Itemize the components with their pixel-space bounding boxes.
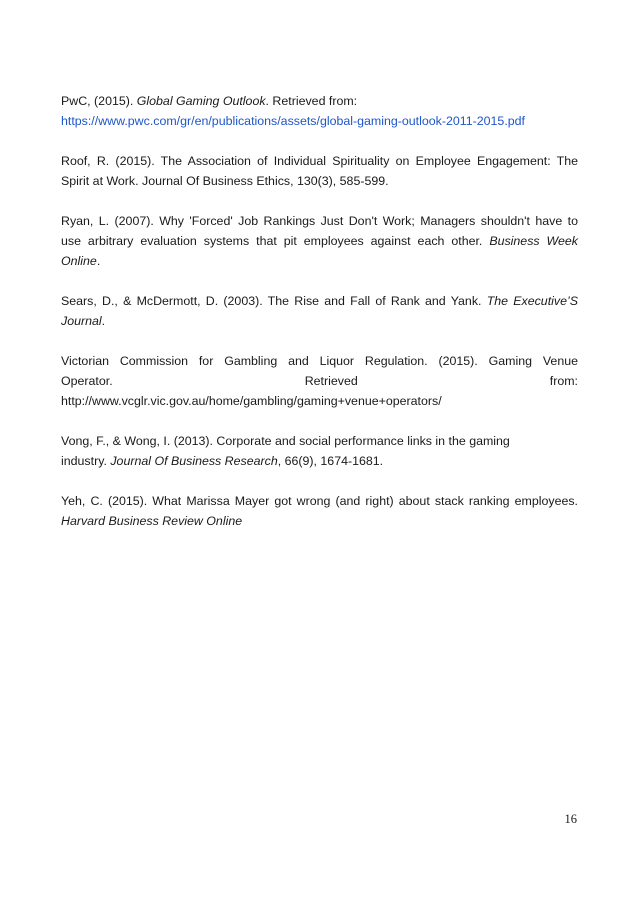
- reference-text: . Retrieved from:: [265, 94, 358, 108]
- reference-text: industry.: [61, 454, 111, 468]
- reference-url-text: http://www.vcglr.vic.gov.au/home/gambling/gaming+venue+operators/: [61, 394, 442, 408]
- reference-text: Victorian Commission for Gambling and Liquor Regulation. (2015). Gaming Venue: [61, 354, 578, 368]
- reference-text: .: [96, 254, 101, 268]
- reference-line: [61, 431, 578, 451]
- reference-italic-text: Business Week: [489, 234, 578, 248]
- reference-entry: [61, 91, 578, 131]
- reference-entry: [61, 151, 578, 191]
- reference-line: [61, 171, 578, 191]
- reference-entry: [61, 351, 578, 411]
- reference-line: [61, 231, 578, 251]
- reference-line: [61, 371, 578, 391]
- reference-line: [61, 111, 578, 131]
- reference-entry: [61, 431, 578, 471]
- reference-text: .: [101, 314, 106, 328]
- reference-entry: [61, 211, 578, 271]
- reference-italic-text: Harvard Business Review Online: [61, 514, 243, 528]
- reference-link[interactable]: https://www.pwc.com/gr/en/publications/assets/global-gaming-outlook-2011-2015.pdf: [61, 114, 525, 128]
- reference-text: Spirit at Work. Journal Of Business Ethics, 130(3), 585-599.: [61, 174, 389, 188]
- reference-line: [61, 451, 578, 471]
- reference-text: Sears, D., & McDermott, D. (2003). The Rise and Fall of Rank and Yank.: [61, 294, 487, 308]
- reference-text: Yeh, C. (2015). What Marissa Mayer got wrong (and right) about stack ranking employees.: [61, 494, 578, 508]
- reference-text: PwC, (2015).: [61, 94, 137, 108]
- reference-text: Vong, F., & Wong, I. (2013). Corporate and social performance links in the gaming: [61, 434, 510, 448]
- reference-line: [61, 91, 578, 111]
- reference-text: Roof, R. (2015). The Association of Individual Spirituality on Employee Engagement: The: [61, 154, 578, 168]
- reference-line: [61, 391, 578, 411]
- reference-line: [61, 311, 578, 331]
- reference-text: Ryan, L. (2007). Why 'Forced' Job Rankings Just Don't Work; Managers shouldn't have to: [61, 214, 578, 228]
- reference-italic-text: Journal: [61, 314, 102, 328]
- reference-line: [61, 351, 578, 371]
- reference-line: [61, 491, 578, 511]
- reference-line: [61, 511, 578, 531]
- reference-text: use arbitrary evaluation systems that pit employees against each other.: [61, 234, 490, 248]
- reference-line: [61, 151, 578, 171]
- reference-italic-text: Journal Of Business Research: [110, 454, 278, 468]
- reference-entry: [61, 291, 578, 331]
- reference-entry: [61, 491, 578, 531]
- reference-line: [61, 251, 578, 271]
- reference-line: [61, 291, 578, 311]
- reference-text: , 66(9), 1674-1681.: [277, 454, 384, 468]
- reference-line: [61, 211, 578, 231]
- reference-italic-text: Global Gaming Outlook: [136, 94, 266, 108]
- reference-italic-text: Online: [61, 254, 97, 268]
- reference-text: Operator. Retrieved from:: [61, 374, 578, 388]
- reference-list: [61, 91, 578, 551]
- reference-italic-text: The Executive’S: [486, 294, 578, 308]
- page-number: 16: [564, 812, 577, 826]
